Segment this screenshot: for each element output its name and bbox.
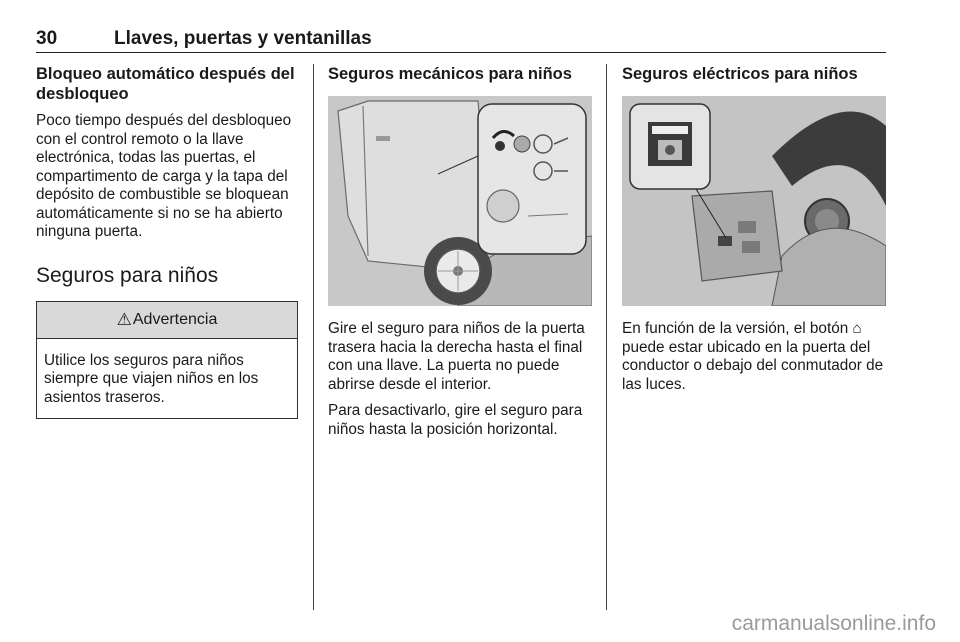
column-1 bbox=[36, 64, 301, 419]
running-title: Llaves, puertas y ventanillas bbox=[114, 28, 372, 49]
warning-box bbox=[36, 301, 298, 420]
column-divider-1 bbox=[313, 64, 314, 610]
mechanical-locks-heading: Seguros mecánicos para niños bbox=[328, 65, 572, 83]
rear-door-child-lock-illustration bbox=[328, 96, 592, 306]
warning-header bbox=[37, 302, 297, 339]
child-locks-section-title: Seguros para niños bbox=[36, 263, 219, 287]
page-header bbox=[36, 26, 886, 53]
column-3 bbox=[622, 64, 886, 394]
warning-text: Utilice los seguros para niños siempre que viajen niños en los asientos traseros. bbox=[44, 351, 259, 406]
column-2 bbox=[328, 64, 593, 439]
warning-title: Advertencia bbox=[132, 310, 218, 328]
electric-locks-text-before: En función de la versión, el botón bbox=[622, 320, 853, 337]
page-number: 30 bbox=[36, 28, 58, 49]
electric-locks-heading: Seguros eléctricos para niños bbox=[622, 65, 858, 83]
warning-triangle-icon: ⚠ bbox=[116, 309, 132, 329]
mechanical-locks-deactivate: Para desactivarlo, gire el seguro para niños hasta la posición horizontal. bbox=[328, 402, 583, 438]
driver-door-child-lock-button-illustration bbox=[622, 96, 886, 306]
child-lock-button-icon: ⌂ bbox=[852, 320, 862, 337]
auto-lock-heading: Bloqueo automático después del desbloqueo bbox=[36, 65, 295, 103]
footer-watermark: carmanualsonline.info bbox=[731, 612, 936, 635]
column-divider-2 bbox=[606, 64, 607, 610]
auto-lock-body: Poco tiempo después del desbloqueo con el control remoto o la llave electrónica, todas las puertas, el compartimento de carga y la tapa del depósito de combustible se bloquean automáticamente si no se ha abierto ninguna puerta. bbox=[36, 112, 292, 240]
electric-locks-text-after: puede estar ubicado en la puerta del conductor o debajo del conmutador de las luces. bbox=[622, 338, 884, 393]
electric-locks-description bbox=[622, 320, 886, 394]
mechanical-locks-instructions: Gire el seguro para niños de la puerta trasera hacia la derecha hasta el final con una llave. La puerta no puede abrirse desde el interior. bbox=[328, 320, 585, 393]
